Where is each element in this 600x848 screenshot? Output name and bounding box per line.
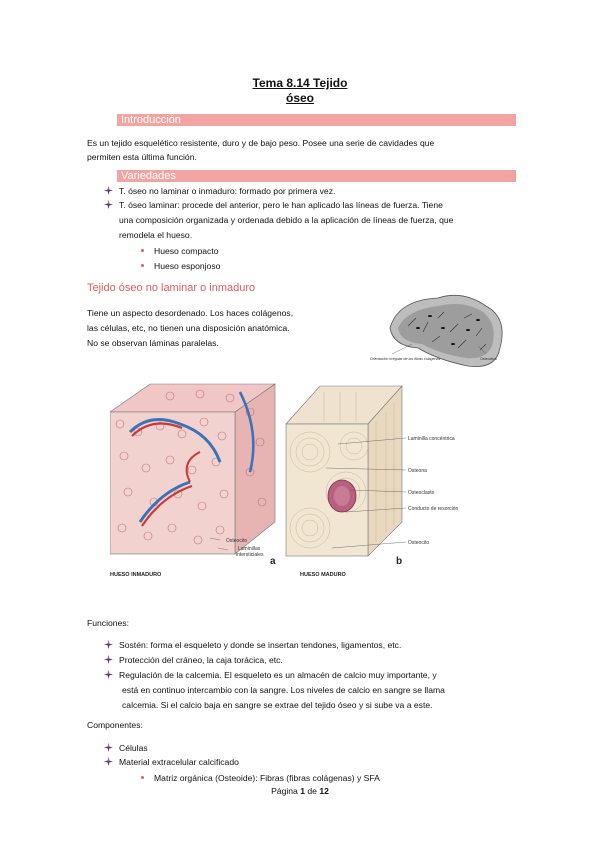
funcion-cont-1: está en continuo intercambio con la sangre. Los niveles de calcio en sangre se llama [122,685,445,695]
subitem-compacto: Hueso compacto [141,244,219,258]
componente-item-2: Material extracelular calcificado [104,755,239,769]
label-osteona: Osteona [408,468,427,474]
title-line2: óseo [285,91,314,105]
variedad-text-3: una composición organizada y ordenada debido a la aplicación de líneas de fuerza, que [119,215,454,225]
variedades-heading: Variedades [117,170,516,182]
funciones-heading: Funciones: [87,618,130,628]
arrow-bullet-icon [104,655,113,664]
section2-line-2: las células, etc, no tienen una disposición anatómica. [87,323,290,333]
section2-line-3: No se observan láminas paralelas. [87,338,219,348]
dot-bullet-icon [141,249,144,252]
arrow-bullet-icon [104,670,113,679]
variedad-item-2 [104,198,443,212]
label-osteocito-b: Osteocito [408,540,430,546]
caption-b: HUESO MADURO [300,572,346,578]
label-fibras: Orientación irregular de las fibras colágenas [370,357,441,361]
label-osteocito-a: Osteocito [226,538,248,544]
total-pages: 12 [319,786,329,796]
arrow-bullet-icon [104,640,113,649]
bone-figure [110,372,510,584]
componente-item-1: Células [104,741,148,755]
immature-bone-block [110,384,275,554]
intro-text-1: Es un tejido esquelético resistente, duro y de bajo peso. Posee una serie de cavidades que [87,138,435,148]
dot-bullet-icon [141,776,144,779]
current-page: 1 [300,786,306,796]
funcion-item-1: Sostén: forma el esqueleto y donde se insertan tendones, ligamentos, etc. [104,638,401,652]
woven-bone-illustration [368,288,516,380]
variedad-item-1 [104,184,335,198]
section2-line-1: Tiene un aspecto desordenado. Los haces colágenos, [87,308,294,318]
section2-heading: Tejido óseo no laminar o inmaduro [87,282,256,294]
page-footer: Página 1 de 12 [271,786,329,796]
variedad-text-4: remodela el hueso. [119,230,193,240]
label-laminilla: Laminilla concéntrica [408,436,455,442]
letter-b: b [396,556,403,567]
funcion-item-3: Regulación de la calcemia. El esqueleto es un almacén de calcio muy importante, y [104,668,437,682]
label-laminillas: Laminillas [238,546,261,552]
caption-a: HUESO INMADURO [110,572,162,578]
arrow-bullet-icon [104,186,113,195]
arrow-bullet-icon [104,743,113,752]
funcion-cont-2: calcemia. Si el calcio baja en sangre se extrae del tejido óseo y si sube va a este. [122,700,433,710]
letter-a: a [270,556,276,567]
dot-bullet-icon [141,264,144,267]
label-osteocitos: Osteocitos [480,357,497,361]
label-conducto: Conducto de resorción [408,506,459,512]
page-title [0,76,600,106]
variedad-text-2: T. óseo laminar: procede del anterior, pero le han aplicado las líneas de fuerza. Tiene [119,200,443,210]
componente-subitem: Matriz orgánica (Osteoide): Fibras (fibras colágenas) y SFA [141,771,380,785]
subitem-esponjoso: Hueso esponjoso [141,259,220,273]
arrow-bullet-icon [104,200,113,209]
componentes-heading: Componentes: [87,720,143,730]
mature-bone-block [286,386,402,556]
intro-heading: Introducción [117,114,516,126]
label-osteoclasto: Osteoclasto [408,490,435,496]
intro-text-2: permiten esta última función. [87,152,197,162]
label-intersticiales: intersticiales [236,552,264,558]
title-line1: Tema 8.14 Tejido [252,76,348,90]
funcion-item-2: Protección del cráneo, la caja torácica, etc. [104,653,283,667]
variedad-text-1: T. óseo no laminar o inmaduro: formado por primera vez. [119,186,336,196]
arrow-bullet-icon [104,757,113,766]
